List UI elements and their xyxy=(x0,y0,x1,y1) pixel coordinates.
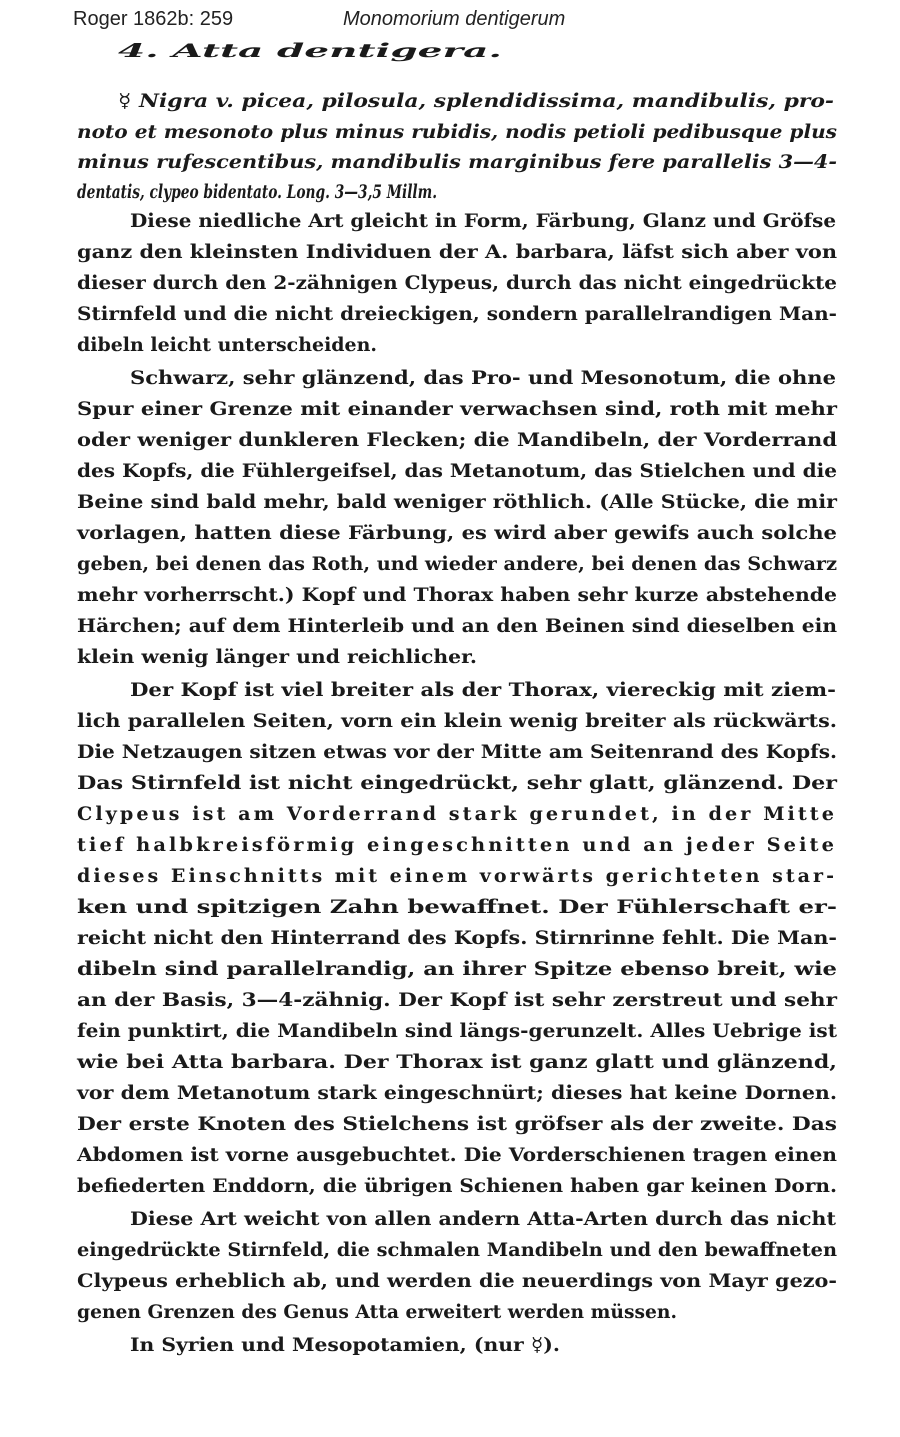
text-line: noto et mesonoto plus minus rubidis, nodis petioli pedibusque plus xyxy=(77,121,837,143)
text-line: Die Netzaugen sitzen etwas vor der Mitte am Seitenrand des Kopfs. xyxy=(77,741,837,763)
text-line: oder weniger dunkleren Flecken; die Mandibeln, der Vorderrand xyxy=(77,429,837,451)
text-line: Härchen; auf dem Hinterleib und an den Beinen sind dieselben ein xyxy=(77,615,838,637)
text-line: Schwarz, sehr glänzend, das Pro- und Mesonotum, die ohne xyxy=(130,367,836,389)
text-line: fein punktirt, die Mandibeln sind längs-gerunzelt. Alles Uebrige ist xyxy=(77,1020,837,1042)
text-line: Stirnfeld und die nicht dreieckigen, sondern parallelrandigen Man- xyxy=(77,303,837,325)
text-line: vor dem Metanotum stark eingeschnürt; dieses hat keine Dornen. xyxy=(77,1082,837,1104)
text-line: lich parallelen Seiten, vorn ein klein wenig breiter als rückwärts. xyxy=(77,710,837,732)
text-line: befiederten Enddorn, die übrigen Schienen haben gar keinen Dorn. xyxy=(77,1175,837,1197)
text-line: dibeln sind parallelrandig, an ihrer Spitze ebenso breit, wie xyxy=(77,958,837,980)
text-line: Diese Art weicht von allen andern Atta-Arten durch das nicht xyxy=(130,1208,836,1230)
text-line: Spur einer Grenze mit einander verwachsen sind, roth mit mehr xyxy=(77,398,837,420)
text-line: an der Basis, 3—4-zähnig. Der Kopf ist sehr zerstreut und sehr xyxy=(77,989,838,1011)
text-line: dibeln leicht unterscheiden. xyxy=(77,334,377,356)
text-line: tief halbkreisförmig eingeschnitten und an jeder Seite xyxy=(77,834,837,856)
text-line: Clypeus ist am Vorderrand stark gerundet, in der Mitte xyxy=(77,803,838,825)
species-name-header: Monomorium dentigerum xyxy=(343,8,566,30)
text-line: dieser durch den 2-zähnigen Clypeus, durch das nicht eingedrückte xyxy=(77,272,837,294)
text-line: klein wenig länger und reichlicher. xyxy=(77,646,477,668)
text-line: mehr vorherrscht.) Kopf und Thorax haben sehr kurze abstehende xyxy=(77,584,837,606)
text-line: minus rufescentibus, mandibulis marginibus fere parallelis 3—4- xyxy=(77,151,837,173)
text-line: Abdomen ist vorne ausgebuchtet. Die Vorderschienen tragen einen xyxy=(77,1144,837,1166)
text-line: Der Kopf ist viel breiter als der Thorax, viereckig mit ziem- xyxy=(130,679,836,701)
text-line: geben, bei denen das Roth, und wieder andere, bei denen das Schwarz xyxy=(77,553,837,575)
text-line: Der erste Knoten des Stielchens ist gröfser als der zweite. Das xyxy=(77,1113,837,1135)
text-line: ☿ Nigra v. picea, pilosula, splendidissima, mandibulis, pro- xyxy=(118,90,834,112)
text-line: reicht nicht den Hinterrand des Kopfs. Stirnrinne fehlt. Die Man- xyxy=(77,927,837,949)
text-line: Clypeus erheblich ab, und werden die neuerdings von Mayr gezo- xyxy=(77,1270,838,1292)
text-line: ken und spitzigen Zahn bewaffnet. Der Fühlerschaft er- xyxy=(77,896,837,918)
citation-reference: Roger 1862b: 259 xyxy=(73,8,234,30)
text-line: wie bei Atta barbara. Der Thorax ist ganz glatt und glänzend, xyxy=(77,1051,837,1073)
text-line: eingedrückte Stirnfeld, die schmalen Mandibeln und den bewaffneten xyxy=(77,1239,837,1261)
text-line: Das Stirnfeld ist nicht eingedrückt, sehr glatt, glänzend. Der xyxy=(77,772,837,794)
text-line: dentatis, clypeo bidentato. Long. 3—3,5 Millm. xyxy=(77,181,437,203)
text-line: In Syrien und Mesopotamien, (nur ☿). xyxy=(130,1334,560,1356)
text-line: Beine sind bald mehr, bald weniger röthlich. (Alle Stücke, die mir xyxy=(77,491,837,513)
text-line: dieses Einschnitts mit einem vorwärts gerichteten star- xyxy=(77,865,837,887)
text-line: des Kopfs, die Fühlergeifsel, das Metanotum, das Stielchen und die xyxy=(77,460,837,482)
text-line: genen Grenzen des Genus Atta erweitert werden müssen. xyxy=(77,1301,677,1323)
text-line: vorlagen, hatten diese Färbung, es wird aber gewifs auch solche xyxy=(77,522,837,544)
text-line: ganz den kleinsten Individuen der A. barbara, läfst sich aber von xyxy=(77,241,837,263)
text-line: Diese niedliche Art gleicht in Form, Färbung, Glanz und Gröfse xyxy=(130,210,836,232)
text-line: 4. Atta dentigera. xyxy=(118,40,502,62)
